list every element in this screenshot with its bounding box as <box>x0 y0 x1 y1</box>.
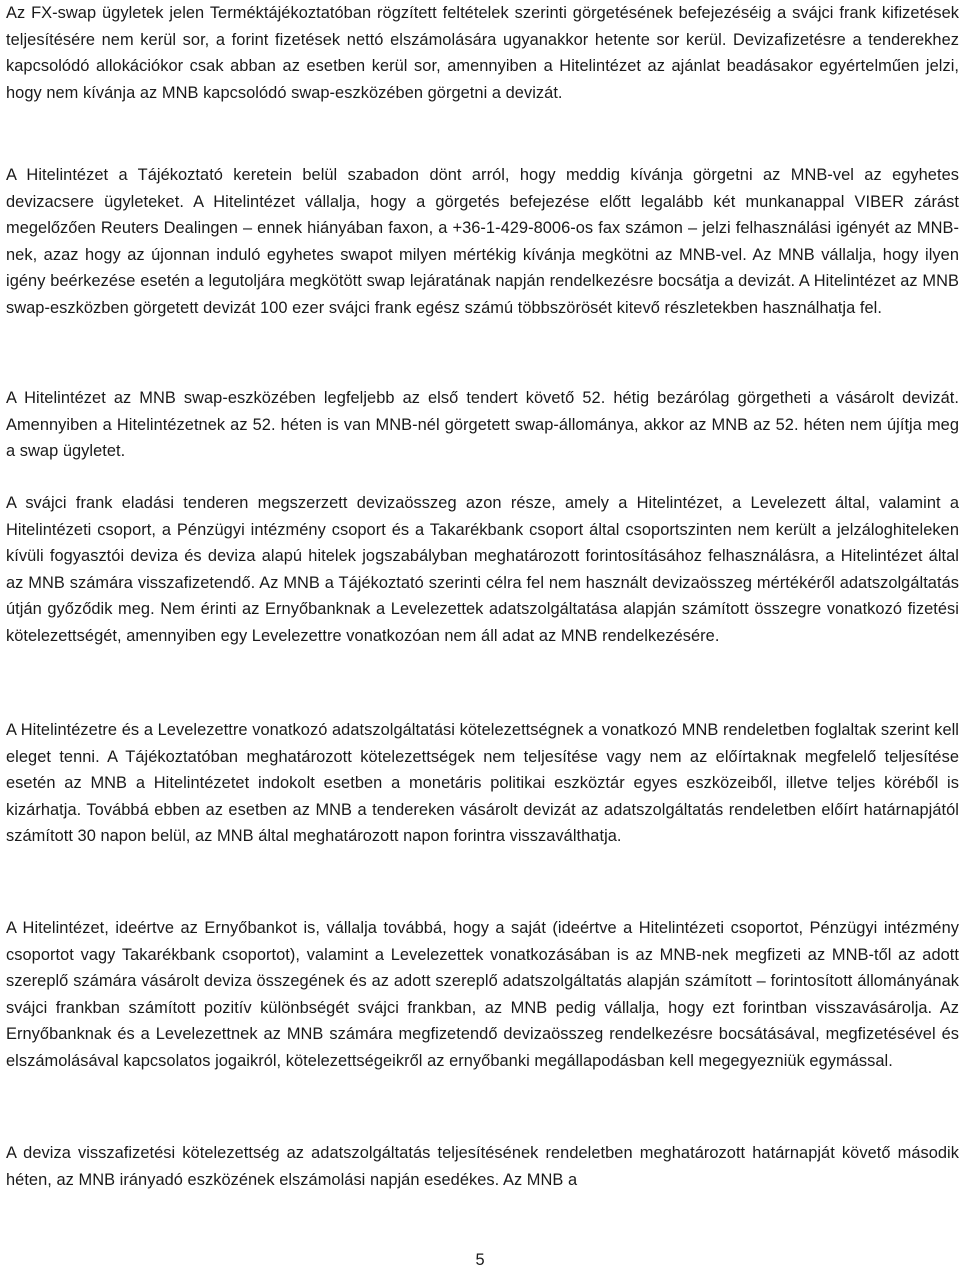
paragraph-fx-swap-rollover: Az FX-swap ügyletek jelen Terméktájékoztatóban rögzített feltételek szerinti görgetésének befejezéséig a svájci frank kifizetések teljesítésére nem kerül sor, a forint fizetések nettó elszámolására ugyanakkor hetente sor kerül. Devizafizetésre a tenderekhez kapcsolódó allokációkor csak abban az esetben kerül sor, amennyiben a Hitelintézet az ajánlat beadásakor egyértelműen jelzi, hogy nem kívánja az MNB kapcsolódó swap-eszközében görgetni a devizát. <box>6 4 959 102</box>
paragraph-difference-payment: A Hitelintézet, ideértve az Ernyőbankot is, vállalja továbbá, hogy a saját (ideértve a Hitelintézeti csoportot, Pénzügyi intézmény csoportot vagy Takarékbank csoportot), valamint a Levelezettek vonatkozásában is az MNB-nek megfizeti az MNB-től az adott szereplő számára vásárolt deviza összegének és az adott szereplő adatszolgáltatás alapján számított – forintosított állományának svájci frankban számított pozitív különbségét svájci frankban, az MNB pedig vállalja, hogy ezt forintban visszavásárolja. Az Ernyőbanknak és a Levelezettnek az MNB számára megfizetendő devizaösszeg rendelkezésre bocsátásával, megfizetésével és elszámolásával kapcsolatos jogaikról, kötelezettségeikről az ernyőbanki megállapodásban kell megegyezniük egymással. <box>6 919 959 1070</box>
paragraph-due-date: A deviza visszafizetési kötelezettség az adatszolgáltatás teljesítésének rendeletben meghatározott határnapját követő második héten, az MNB irányadó eszközének elszámolási napján esedékes. Az MNB a <box>6 1144 959 1189</box>
paragraph-repayment-obligation: A svájci frank eladási tenderen megszerzett devizaösszeg azon része, amely a Hitelintézet, a Levelezett által, valamint a Hitelintézeti csoport, a Pénzügyi intézmény csoport és a Takarékbank csoport által csoportszinten nem került a jelzáloghiteleken kívüli fogyasztói deviza és deviza alapú hitelek jogszabályban meghatározott forintosításához felhasználásra, a Hitelintézet által az MNB számára visszafizetendő. Az MNB a Tájékoztató szerinti célra fel nem használt devizaösszeg mértékéről adatszolgáltatás útján győződik meg. Nem érinti az Ernyőbanknak a Levelezettek adatszolgáltatása alapján számított összegre vonatkozó fizetési kötelezettségét, amennyiben egy Levelezettre vonatkozóan nem áll adat az MNB rendelkezésére. <box>6 494 959 645</box>
paragraph-reporting-obligation: A Hitelintézetre és a Levelezettre vonatkozó adatszolgáltatási kötelezettségnek a vonatkozó MNB rendeletben foglaltak szerint kell eleget tenni. A Tájékoztatóban meghatározott kötelezettségek nem teljesítése vagy nem az előírtaknak megfelelő teljesítése esetén az MNB a Hitelintézetet indokolt esetben a monetáris politikai eszköztár egyes eszközeiből, illetve teljes köréből is kizárhatja. Továbbá ebben az esetben az MNB a tendereken vásárolt devizát az adatszolgáltatás rendeletben előírt határnapjától számított 30 napon belül, az MNB által meghatározott napon forintra visszaválthatja. <box>6 721 959 846</box>
paragraph-52-week-limit: A Hitelintézet az MNB swap-eszközében legfeljebb az első tendert követő 52. hétig bezárólag görgetheti a vásárolt devizát. Amennyiben a Hitelintézetnek az 52. héten is van MNB-nél görgetett swap-állománya, akkor az MNB az 52. héten nem újítja meg a swap ügyletet. <box>6 389 959 461</box>
paragraph-rollover-decision: A Hitelintézet a Tájékoztató keretein belül szabadon dönt arról, hogy meddig kívánja görgetni az MNB-vel az egyhetes devizacsere ügyleteket. A Hitelintézet vállalja, hogy a görgetés befejezése előtt legalább két munkanappal VIBER zárást megelőzően Reuters Dealingen – ennek hiányában faxon, a +36-1-429-8006-os fax számon – jelzi felhasználási igényét az MNB-nek, azaz hogy az újonnan induló egyhetes swapot milyen mértékig kívánja megkötni az MNB-vel. Az MNB vállalja, hogy ilyen igény beérkezése esetén a legutoljára megkötött swap lejáratának napján rendelkezésre bocsátja a devizát. A Hitelintézet az MNB swap-eszközben görgetett devizát 100 ezer svájci frank egész számú többszörösét kitevő részletekben használhatja fel. <box>6 166 959 317</box>
page-number: 5 <box>475 1251 485 1269</box>
